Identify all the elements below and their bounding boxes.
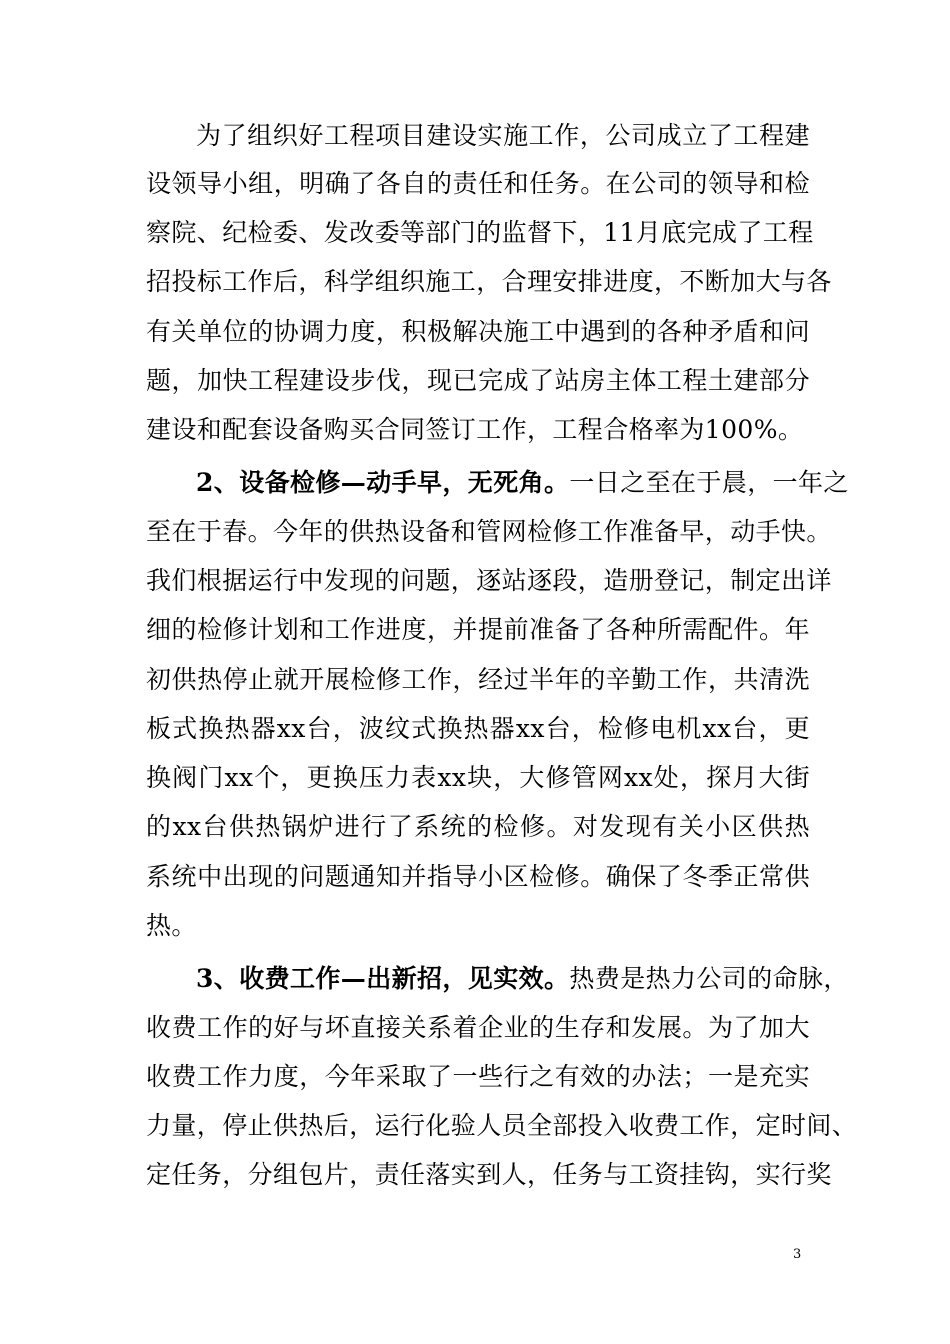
- section-2-line-10: 热。: [146, 911, 197, 940]
- section-2-line-7: 换阀门xx个，更换压力表xx块，大修管网xx处，探月大街: [146, 763, 810, 792]
- section-2-line-9: 系统中出现的问题通知并指导小区检修。确保了冬季正常供: [146, 862, 810, 891]
- section-3-first-line-text: 热费是热力公司的命脉，: [569, 964, 849, 993]
- section-2-line-2: 至在于春。今年的供热设备和管网检修工作准备早，动手快。: [146, 517, 832, 546]
- paragraph-1-line-5: 有关单位的协调力度，积极解决施工中遇到的各种矛盾和问: [146, 317, 810, 346]
- section-3-line-5: 定任务，分组包片，责任落实到人，任务与工资挂钩，实行奖: [146, 1160, 832, 1189]
- section-3-line-4: 力量，停止供热后，运行化验人员全部投入收费工作，定时间、: [146, 1111, 858, 1140]
- paragraph-1-line-2: 设领导小组，明确了各自的责任和任务。在公司的领导和检: [146, 169, 810, 198]
- page-number: 3: [793, 1247, 802, 1262]
- section-2-heading: 2、设备检修—动手早，无死角。: [196, 468, 570, 497]
- section-2-line-4: 细的检修计划和工作进度，并提前准备了各种所需配件。年: [146, 615, 810, 644]
- section-2-line-6: 板式换热器xx台，波纹式换热器xx台，检修电机xx台，更: [146, 714, 810, 743]
- section-2-line-8: 的xx台供热锅炉进行了系统的检修。对发现有关小区供热: [146, 812, 810, 841]
- paragraph-1-line-7: 建设和配套设备购买合同签订工作，工程合格率为100%。: [146, 415, 804, 444]
- section-2-line-3: 我们根据运行中发现的问题，逐站逐段，造册登记，制定出详: [146, 566, 832, 595]
- section-3-line-2: 收费工作的好与坏直接关系着企业的生存和发展。为了加大: [146, 1013, 810, 1042]
- section-2-first-line: [196, 463, 849, 503]
- paragraph-1-line-6: 题，加快工程建设步伐，现已完成了站房主体工程土建部分: [146, 366, 810, 395]
- section-3-heading: 3、收费工作—出新招，见实效。: [196, 964, 570, 993]
- paragraph-1-line-3: 察院、纪检委、发改委等部门的监督下，11月底完成了工程: [146, 218, 814, 247]
- section-2-first-line-text: 一日之至在于晨，一年之: [569, 468, 849, 497]
- section-2-line-5: 初供热停止就开展检修工作，经过半年的辛勤工作，共清洗: [146, 665, 810, 694]
- section-3-line-3: 收费工作力度，今年采取了一些行之有效的办法；一是充实: [146, 1062, 810, 1091]
- paragraph-1-line-4: 招投标工作后，科学组织施工，合理安排进度，不断加大与各: [146, 267, 832, 296]
- paragraph-1-line-1: 为了组织好工程项目建设实施工作，公司成立了工程建: [196, 121, 810, 150]
- section-3-first-line: [196, 959, 849, 999]
